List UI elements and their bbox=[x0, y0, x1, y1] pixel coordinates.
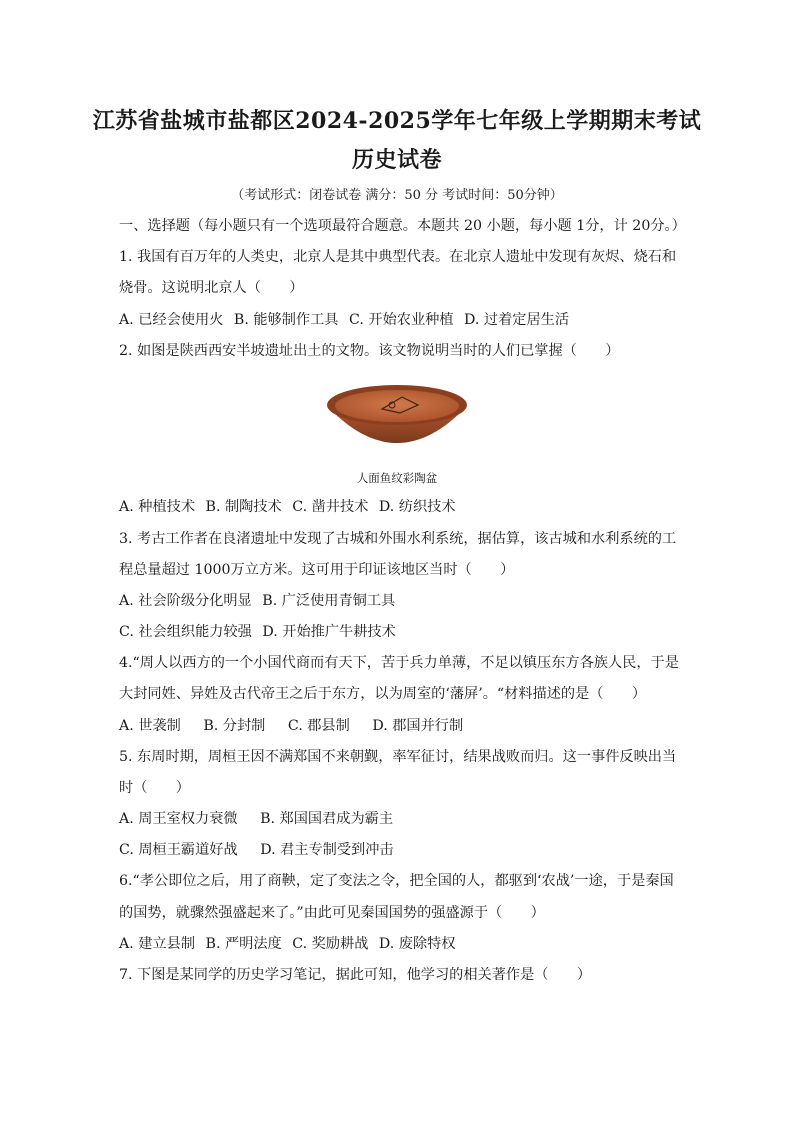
option-b: B. 分封制 bbox=[203, 718, 266, 734]
question-3-line-2: 程总量超过 1000万立方米。这可用于印证该地区当时（ ） bbox=[119, 562, 515, 578]
option-b: B. 郑国国君成为霸主 bbox=[260, 811, 394, 827]
exam-info: （考试形式：闭卷试卷 满分：50 分 考试时间：50分钟） bbox=[231, 188, 563, 203]
question-7-line-1: 7. 下图是某同学的历史学习笔记，据此可知，他学习的相关著作是（ ） bbox=[119, 967, 592, 983]
option-c: C. 奖励耕战 bbox=[292, 936, 369, 952]
option-a: A. 已经会使用火 bbox=[119, 312, 224, 328]
option-d: D. 君主专制受到冲击 bbox=[260, 842, 394, 858]
option-b: B. 严明法度 bbox=[205, 936, 282, 952]
option-b: B. 广泛使用青铜工具 bbox=[262, 593, 396, 609]
exam-title-line1: 江苏省盐城市盐都区2024-2025学年七年级上学期期末考试 bbox=[92, 108, 702, 134]
option-d: D. 废除特权 bbox=[378, 936, 456, 952]
option-b: B. 能够制作工具 bbox=[233, 312, 339, 328]
option-d: D. 开始推广牛耕技术 bbox=[262, 624, 396, 640]
option-c: C. 凿井技术 bbox=[292, 499, 369, 515]
option-c: C. 郡县制 bbox=[287, 718, 350, 734]
question-4-line-2: 大封同姓、异姓及古代帝王之后于东方，以为周室的‘藩屏’。“材料描述的是（ ） bbox=[119, 686, 647, 702]
option-c: C. 开始农业种植 bbox=[349, 312, 454, 328]
question-3-options-row1 bbox=[119, 591, 401, 611]
question-4-line-1: 4.“周人以西方的一个小国代商而有天下，苦于兵力单薄，不足以镇压东方各族人民，于是 bbox=[119, 655, 679, 671]
question-5-line-1: 5. 东周时期，周桓王因不满郑国不来朝觐，率军征讨，结果战败而归。这一事件反映出当 bbox=[119, 749, 677, 765]
option-c: C. 社会组织能力较强 bbox=[119, 624, 252, 640]
question-1-line-2: 烧骨。这说明北京人（ ） bbox=[119, 280, 304, 296]
option-c: C. 周桓王霸道好战 bbox=[119, 842, 238, 858]
question-6-line-1: 6.“孝公即位之后，用了商鞅，定了变法之令，把全国的人，都驱到‘农战’一途，于是秦国 bbox=[119, 873, 674, 889]
question-5-options-row2 bbox=[119, 840, 400, 860]
option-a: A. 建立县制 bbox=[119, 936, 196, 952]
option-a: A. 周王室权力衰微 bbox=[119, 811, 238, 827]
question-1-line-1: 1. 我国有百万年的人类史，北京人是其中典型代表。在北京人遗址中发现有灰烬、烧石和 bbox=[119, 249, 677, 265]
question-5-options-row1 bbox=[119, 809, 399, 829]
exam-title-line2: 历史试卷 bbox=[351, 147, 442, 173]
question-6-line-2: 的国势，就骤然强盛起来了。”由此可见秦国国势的强盛源于（ ） bbox=[119, 905, 545, 921]
question-5-line-2: 时（ ） bbox=[119, 780, 190, 796]
figure-caption: 人面鱼纹彩陶盆 bbox=[356, 471, 438, 485]
option-d: D. 郡国并行制 bbox=[372, 718, 464, 734]
question-6-options bbox=[119, 934, 462, 954]
question-3-options-row2 bbox=[119, 622, 402, 642]
option-d: D. 纺织技术 bbox=[378, 499, 456, 515]
section-heading: 一、选择题（每小题只有一个选项最符合题意。本题共 20 小题，每小题 1分，计 20分。） bbox=[119, 218, 686, 234]
pottery-bowl-image bbox=[322, 383, 472, 461]
option-a: A. 社会阶级分化明显 bbox=[119, 593, 252, 609]
option-a: A. 世袭制 bbox=[119, 718, 181, 734]
question-3-line-1: 3. 考古工作者在良渚遗址中发现了古城和外围水利系统，据估算，该古城和水利系统的工 bbox=[119, 531, 677, 547]
question-2-line-1: 2. 如图是陕西西安半坡遗址出土的文物。该文物说明当时的人们已掌握（ ） bbox=[119, 343, 620, 359]
option-d: D. 过着定居生活 bbox=[464, 312, 570, 328]
question-4-options bbox=[119, 716, 469, 736]
option-a: A. 种植技术 bbox=[119, 499, 196, 515]
question-1-options bbox=[119, 310, 575, 330]
question-2-options bbox=[119, 497, 462, 517]
option-b: B. 制陶技术 bbox=[205, 499, 282, 515]
